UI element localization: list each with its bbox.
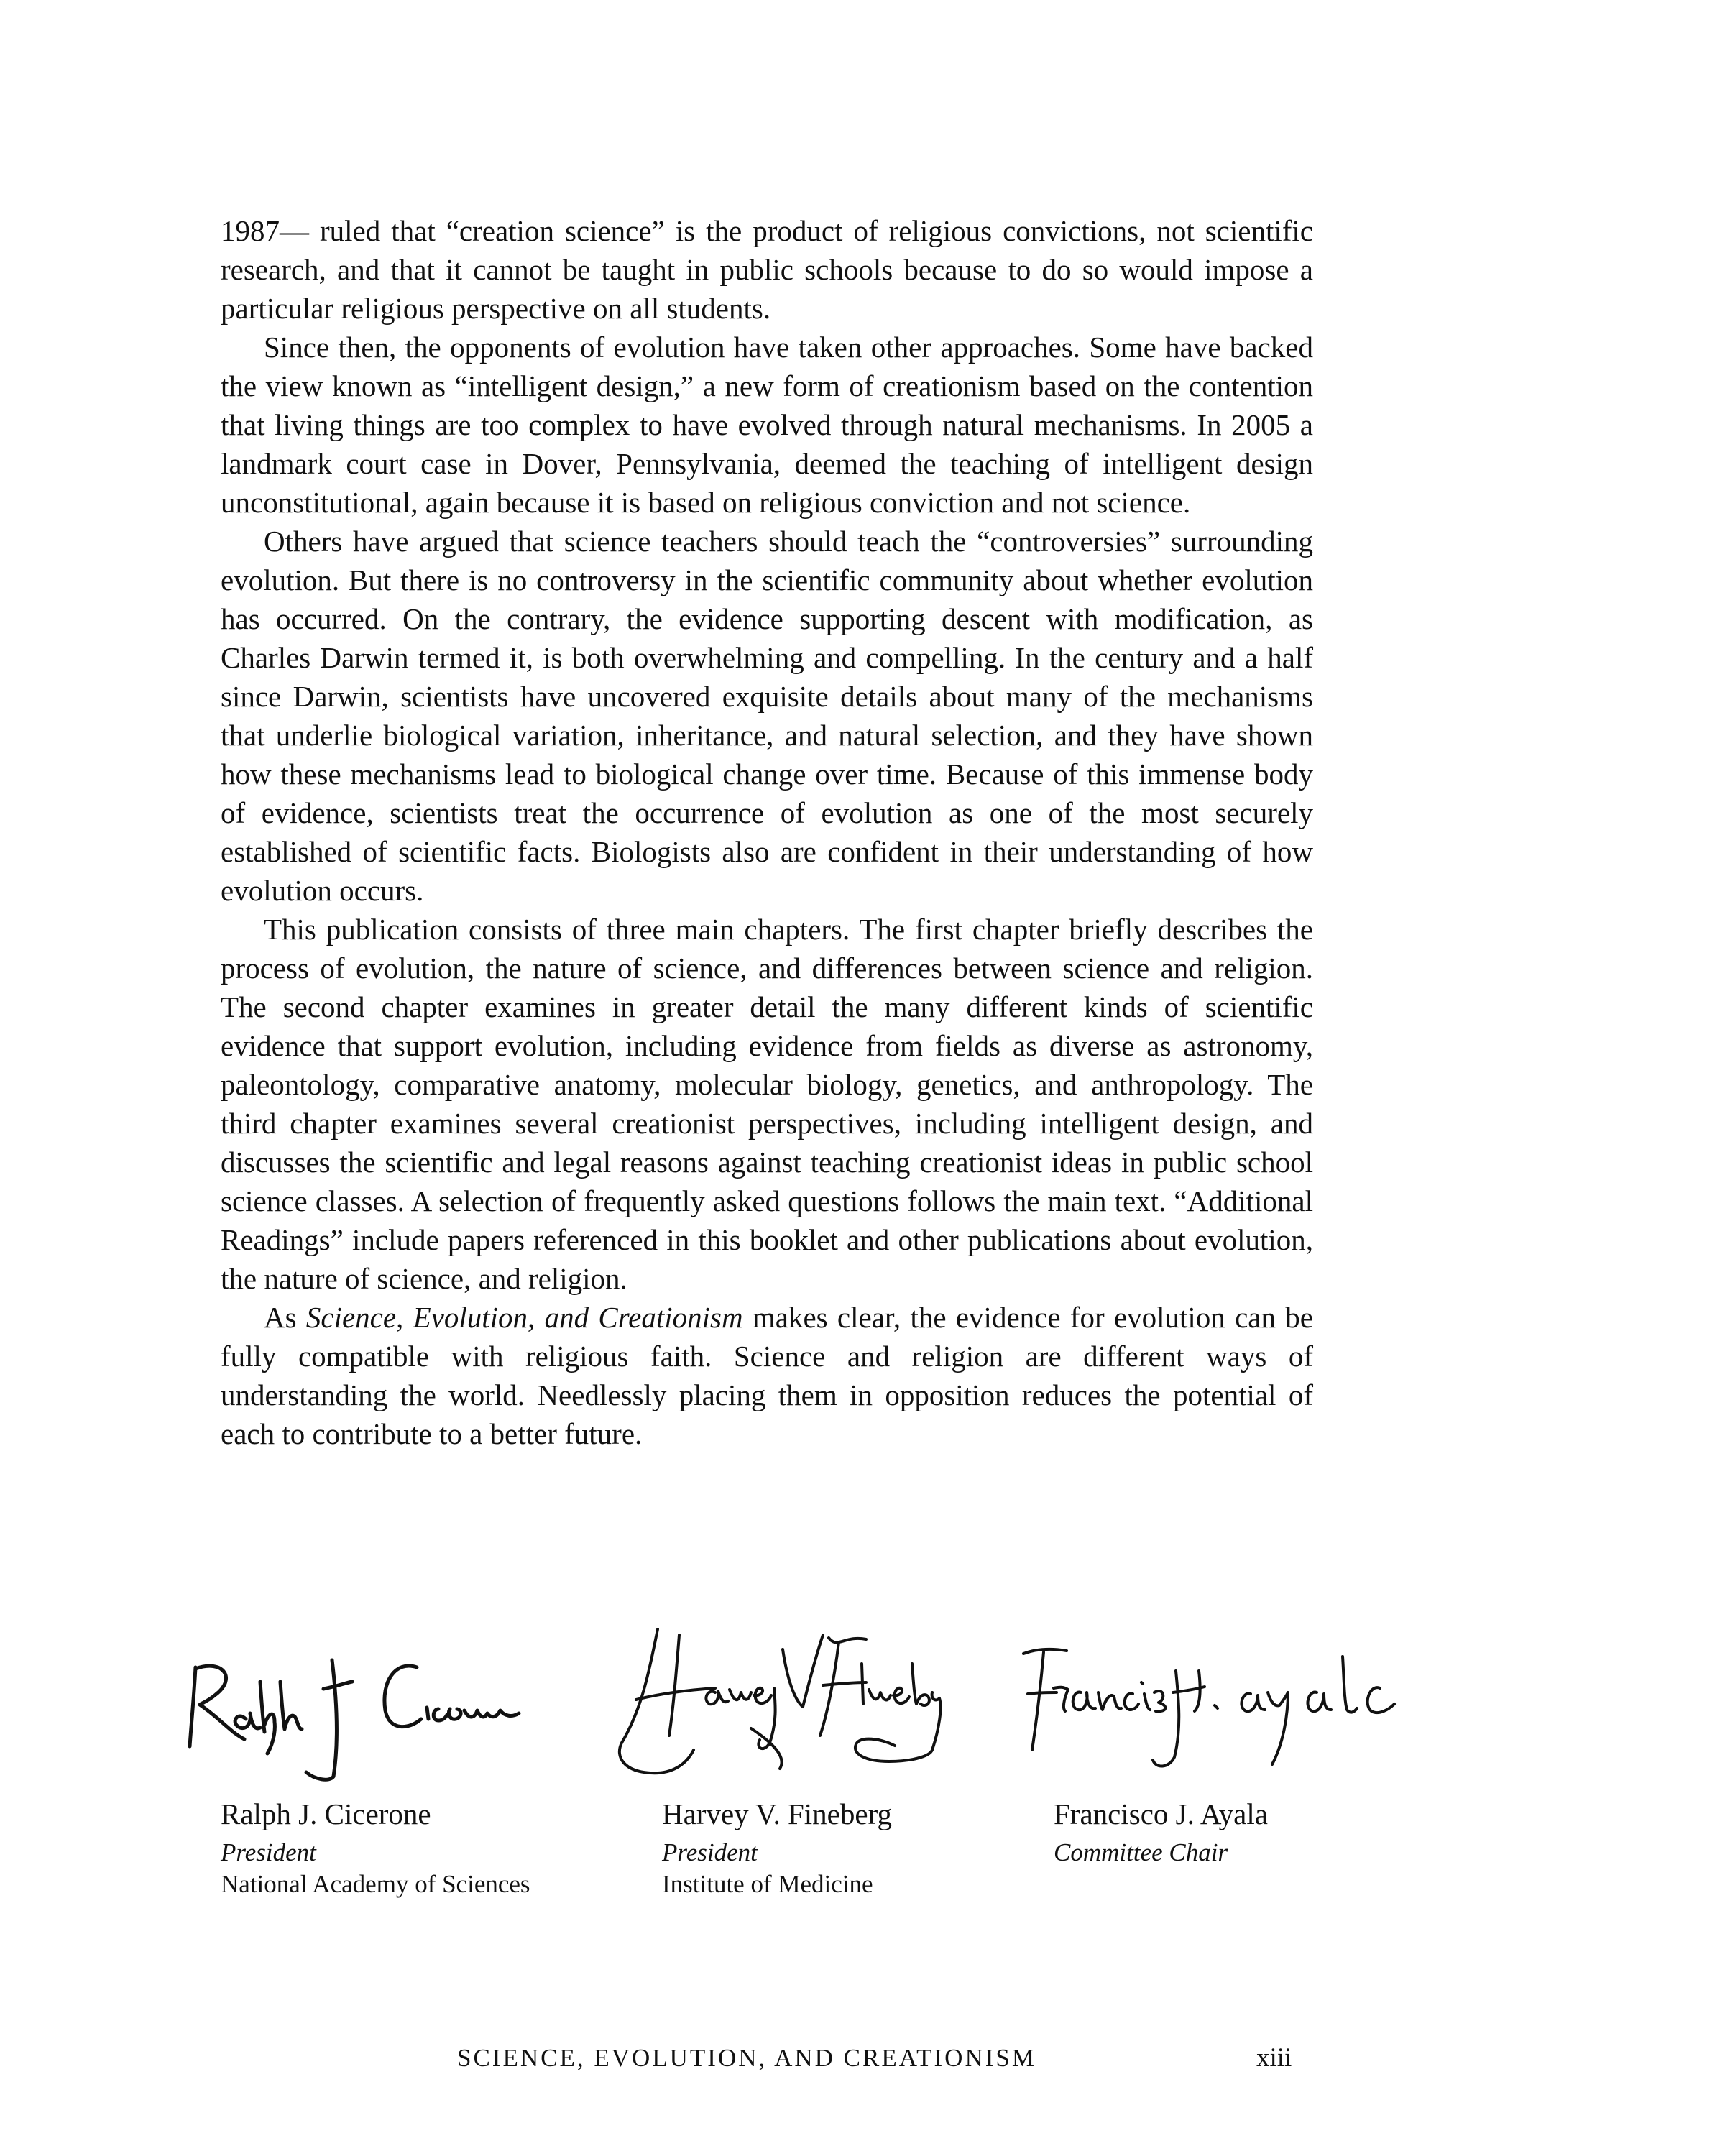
- signer-fineberg: [662, 1795, 1064, 1900]
- signer-name: Harvey V. Fineberg: [662, 1797, 892, 1830]
- signature-cicerone: [180, 1639, 525, 1782]
- paragraph-5-rest: makes clear, the evidence for evolution can be fully compatible with religious faith. Science and religion are different ways of understanding the world. Needlessly placing them in opposition reduces the potential of each to contribute to a better future.: [221, 1301, 1313, 1450]
- paragraph-4: This publication consists of three main chapters. The first chapter briefly describes the process of evolution, the nature of science, and differences between science and religion. The second chapter examines in greater detail the many different kinds of scientific evidence that support evolution, including evidence from fields as diverse as astronomy, paleontology, comparative anatomy, molecular biology, genetics, and anthropology. The third chapter examines several creationist perspectives, including intelligent design, and discusses the scientific and legal reasons against teaching creationist ideas in public school science classes. A selection of frequently asked questions follows the main text. “Additional Readings” include papers referenced in this booklet and other publications about evolution, the nature of science, and religion.: [221, 913, 1313, 1295]
- signature-fineberg-drawing: [607, 1621, 952, 1793]
- signer-role: President: [221, 1838, 316, 1866]
- signer-name: Francisco J. Ayala: [1054, 1797, 1268, 1830]
- paragraph-1: 1987— ruled that “creation science” is the product of religious convictions, not scientific research, and that it cannot be taught in public schools because to do so would impose a particular religious perspective on all students.: [221, 214, 1313, 325]
- paragraph-5-lead: As: [264, 1301, 306, 1334]
- signature-ayala-drawing: [1006, 1642, 1409, 1779]
- signature-fineberg: [607, 1621, 952, 1793]
- paragraph-5: [221, 1298, 1313, 1453]
- signer-cicerone: [221, 1795, 623, 1900]
- signature-cicerone-drawing: [180, 1639, 525, 1782]
- signer-name: Ralph J. Cicerone: [221, 1797, 431, 1830]
- paragraph-3: Others have argued that science teachers should teach the “controversies” surrounding evolution. But there is no controversy in the scientific community about whether evolution has occurred. On the contrary, the evidence supporting descent with modification, as Charles Darwin termed it, is both overwhelming and compelling. In the century and a half since Darwin, scientists have uncovered exquisite details about many of the mechanisms that underlie biological variation, inheritance, and natural selection, and they have shown how these mechanisms lead to biological change over time. Because of this immense body of evidence, scientists treat the occurrence of evolution as one of the most securely established of scientific facts. Biologists also are confident in their understanding of how evolution occurs.: [221, 525, 1313, 907]
- book-title: Science, Evolution, and Creationism: [305, 1301, 743, 1334]
- signer-organization: National Academy of Sciences: [221, 1870, 530, 1898]
- running-footer-title: SCIENCE, EVOLUTION, AND CREATIONISM: [457, 2044, 1036, 2072]
- signer-role: Committee Chair: [1054, 1838, 1228, 1866]
- paragraph-2: Since then, the opponents of evolution have taken other approaches. Some have backed the view known as “intelligent design,” a new form of creationism based on the contention that living things are too complex to have evolved through natural mechanisms. In 2005 a landmark court case in Dover, Pennsylvania, deemed the teaching of intelligent design unconstitutional, again because it is based on religious conviction and not science.: [221, 331, 1313, 519]
- signer-ayala: [1054, 1795, 1456, 1869]
- page-number: xiii: [1256, 2043, 1292, 2073]
- signer-role: President: [662, 1838, 758, 1866]
- signature-ayala: [1006, 1642, 1409, 1779]
- body-text: [221, 211, 1313, 1453]
- signer-organization: Institute of Medicine: [662, 1870, 873, 1898]
